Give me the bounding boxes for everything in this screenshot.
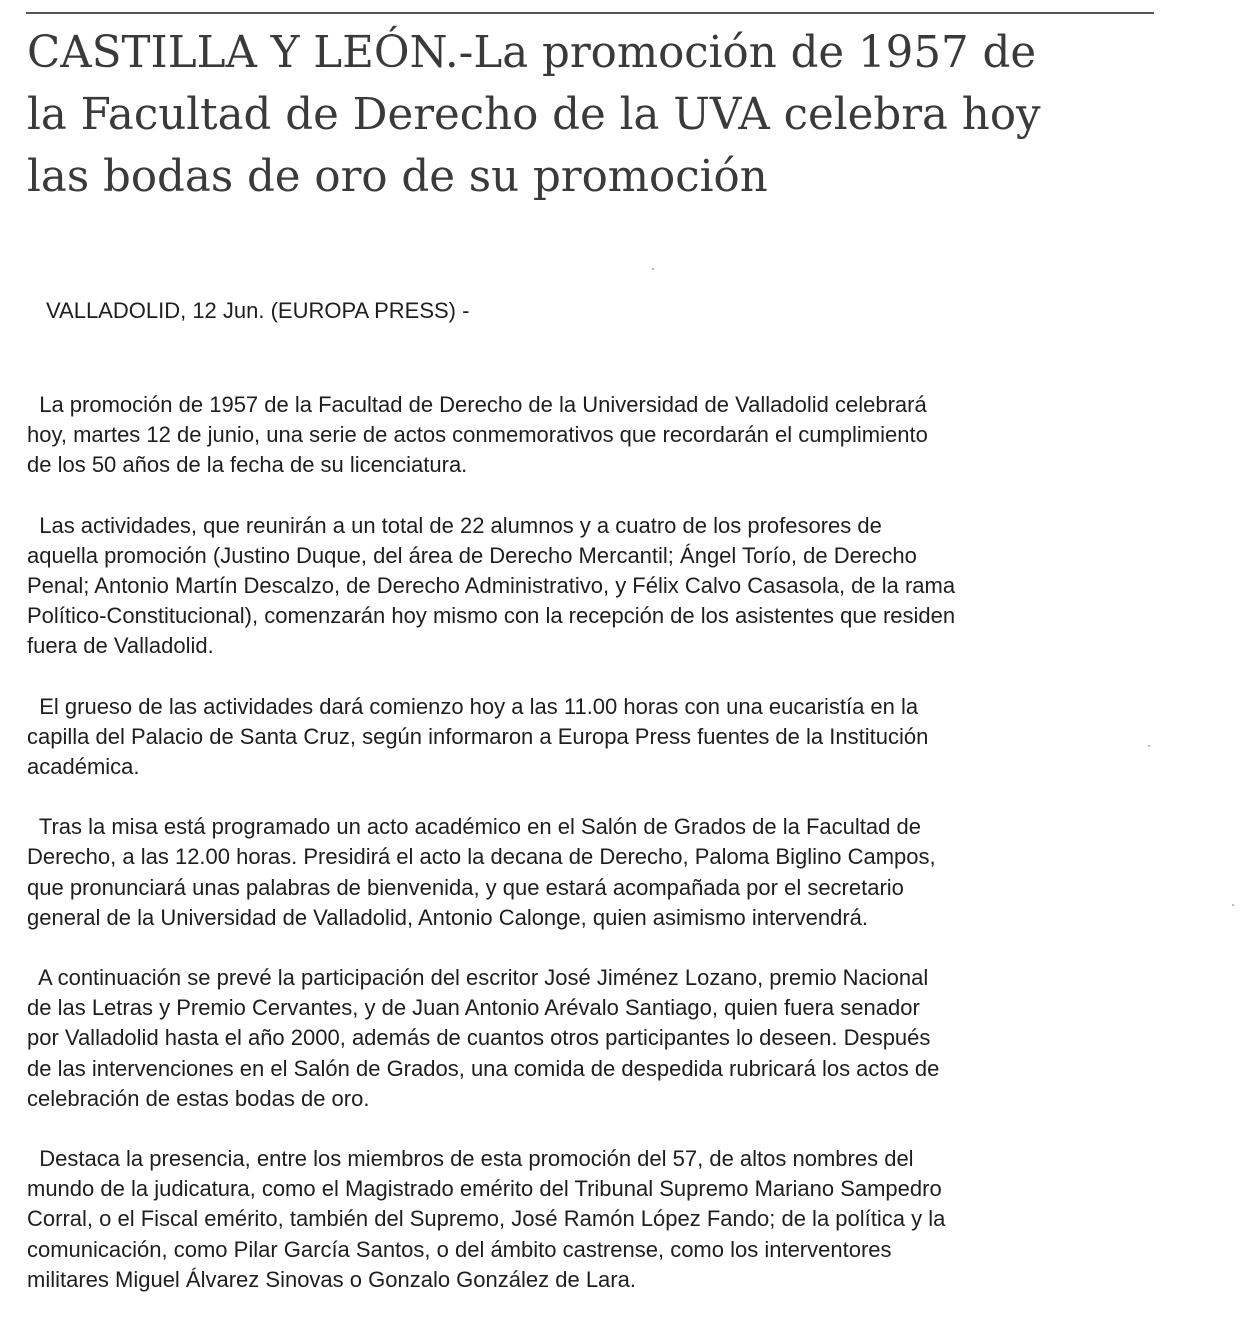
paragraph-line: El grueso de las actividades dará comienzo hoy a las 11.00 horas con una eucaristía en la [27,693,919,719]
paragraph-line: por Valladolid hasta el año 2000, además de cuantos otros participantes lo deseen. Después [27,1025,931,1051]
paragraph-line: Corral, o el Fiscal emérito, también del Supremo, José Ramón López Fando; de la política y la [27,1206,946,1232]
paragraph [27,511,1227,662]
headline-line: la Facultad de Derecho de la UVA celebra hoy [27,90,1041,140]
dateline: VALLADOLID, 12 Jun. (EUROPA PRESS) - [46,298,470,323]
headline-line: las bodas de oro de su promoción [27,152,768,202]
paragraph-line: académica. [27,754,140,780]
paragraph-line: celebración de estas bodas de oro. [27,1085,370,1111]
paragraph [27,692,1227,783]
paragraph [27,963,1227,1114]
paragraph-line: Político-Constitucional), comenzarán hoy mismo con la recepción de los asistentes que residen [27,603,956,629]
paragraph-line: comunicación, como Pilar García Santos, o del ámbito castrense, como los interventores [27,1236,892,1262]
article-body [27,390,1227,1325]
scan-speck [652,268,654,270]
top-rule [26,12,1154,14]
paragraph-line: aquella promoción (Justino Duque, del área de Derecho Mercantil; Ángel Torío, de Derecho [27,542,917,568]
paragraph-line: que pronunciará unas palabras de bienvenida, y que estará acompañada por el secretario [27,874,904,900]
paragraph-line: militares Miguel Álvarez Sinovas o Gonzalo González de Lara. [27,1266,636,1292]
paragraph [27,1144,1227,1295]
paragraph [27,390,1227,481]
paragraph-line: de los 50 años de la fecha de su licenciatura. [27,452,468,478]
paragraph-line: general de la Universidad de Valladolid, Antonio Calonge, quien asimismo intervendrá. [27,904,868,930]
headline [27,22,1227,208]
paragraph-line: Penal; Antonio Martín Descalzo, de Derecho Administrativo, y Félix Calvo Casasola, de la rama [27,573,956,599]
scan-speck [1148,745,1150,747]
paragraph-line: A continuación se prevé la participación del escritor José Jiménez Lozano, premio Nacional [27,965,929,991]
paragraph-line: Tras la misa está programado un acto académico en el Salón de Grados de la Facultad de [27,814,921,840]
paragraph-line: hoy, martes 12 de junio, una serie de actos conmemorativos que recordarán el cumplimiento [27,422,928,448]
paragraph-line: Destaca la presencia, entre los miembros de esta promoción del 57, de altos nombres del [27,1146,914,1172]
scan-speck [1232,904,1234,906]
paragraph-line: La promoción de 1957 de la Facultad de Derecho de la Universidad de Valladolid celebrará [27,392,927,417]
paragraph-line: Las actividades, que reunirán a un total de 22 alumnos y a cuatro de los profesores de [27,512,882,538]
paragraph-line: fuera de Valladolid. [27,633,214,659]
paragraph [27,812,1227,933]
paragraph-line: de las intervenciones en el Salón de Grados, una comida de despedida rubricará los actos de [27,1055,940,1081]
paragraph-line: capilla del Palacio de Santa Cruz, según informaron a Europa Press fuentes de la Institución [27,723,929,749]
paragraph-line: Derecho, a las 12.00 horas. Presidirá el acto la decana de Derecho, Paloma Biglino Campos, [27,844,936,870]
paragraph-line: de las Letras y Premio Cervantes, y de Juan Antonio Arévalo Santiago, quien fuera senador [27,995,920,1021]
paragraph-line: mundo de la judicatura, como el Magistrado emérito del Tribunal Supremo Mariano Sampedro [27,1176,942,1202]
headline-line: CASTILLA Y LEÓN.-La promoción de 1957 de [27,28,1037,78]
